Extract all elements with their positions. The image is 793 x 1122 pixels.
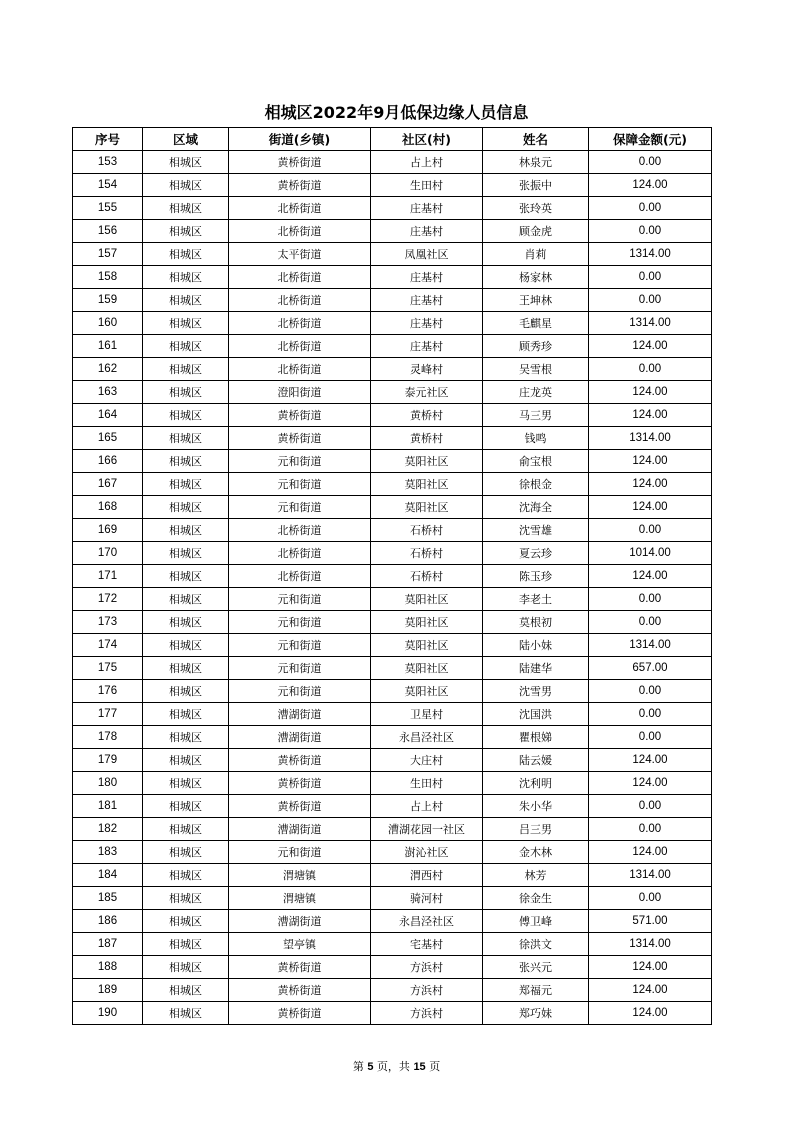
table-row: [73, 657, 712, 680]
table-row: [73, 864, 712, 887]
cell-district: 相城区: [143, 519, 229, 542]
cell-community: 莫阳社区: [371, 657, 483, 680]
cell-amount: 1314.00: [589, 312, 712, 335]
cell-district: 相城区: [143, 910, 229, 933]
cell-community: 庄基村: [371, 220, 483, 243]
table-row: [73, 266, 712, 289]
cell-community: 永昌泾社区: [371, 726, 483, 749]
cell-name: 徐洪文: [483, 933, 589, 956]
cell-index: 162: [73, 358, 143, 381]
cell-community: 黄桥村: [371, 427, 483, 450]
table-row: [73, 197, 712, 220]
cell-amount: 124.00: [589, 841, 712, 864]
table-row: [73, 289, 712, 312]
cell-name: 沈雪雄: [483, 519, 589, 542]
cell-community: 生田村: [371, 174, 483, 197]
cell-amount: 0.00: [589, 680, 712, 703]
cell-index: 158: [73, 266, 143, 289]
cell-community: 莫阳社区: [371, 634, 483, 657]
table-row: [73, 634, 712, 657]
cell-community: 卫星村: [371, 703, 483, 726]
cell-district: 相城区: [143, 404, 229, 427]
cell-amount: 124.00: [589, 772, 712, 795]
cell-street: 北桥街道: [229, 542, 371, 565]
cell-name: 张兴元: [483, 956, 589, 979]
cell-district: 相城区: [143, 588, 229, 611]
cell-community: 石桥村: [371, 519, 483, 542]
table-row: [73, 933, 712, 956]
cell-name: 陆云媛: [483, 749, 589, 772]
cell-name: 林泉元: [483, 151, 589, 174]
cell-name: 俞宝根: [483, 450, 589, 473]
cell-name: 杨家林: [483, 266, 589, 289]
cell-district: 相城区: [143, 979, 229, 1002]
cell-amount: 124.00: [589, 1002, 712, 1025]
header-row: [73, 128, 712, 151]
cell-name: 沈雪男: [483, 680, 589, 703]
cell-amount: 1314.00: [589, 427, 712, 450]
cell-index: 186: [73, 910, 143, 933]
cell-index: 170: [73, 542, 143, 565]
cell-community: 方浜村: [371, 979, 483, 1002]
cell-community: 澍沁社区: [371, 841, 483, 864]
table-row: [73, 772, 712, 795]
cell-name: 肖莉: [483, 243, 589, 266]
cell-index: 180: [73, 772, 143, 795]
footer-suffix: 页: [429, 1060, 441, 1073]
table-row: [73, 519, 712, 542]
cell-community: 生田村: [371, 772, 483, 795]
table-row: [73, 335, 712, 358]
cell-community: 漕湖花园一社区: [371, 818, 483, 841]
page-title: 相城区2022年9月低保边缘人员信息: [264, 103, 529, 122]
cell-street: 漕湖街道: [229, 703, 371, 726]
cell-name: 钱鸣: [483, 427, 589, 450]
cell-community: 莫阳社区: [371, 450, 483, 473]
cell-street: 黄桥街道: [229, 772, 371, 795]
cell-street: 元和街道: [229, 496, 371, 519]
cell-amount: 0.00: [589, 266, 712, 289]
cell-district: 相城区: [143, 933, 229, 956]
cell-district: 相城区: [143, 772, 229, 795]
cell-community: 永昌泾社区: [371, 910, 483, 933]
cell-street: 元和街道: [229, 680, 371, 703]
cell-index: 172: [73, 588, 143, 611]
cell-amount: 0.00: [589, 588, 712, 611]
cell-community: 渭西村: [371, 864, 483, 887]
cell-street: 黄桥街道: [229, 979, 371, 1002]
footer-prefix: 第: [352, 1060, 364, 1073]
cell-index: 190: [73, 1002, 143, 1025]
cell-district: 相城区: [143, 197, 229, 220]
header-amount: 保障金额(元): [589, 128, 712, 151]
cell-community: 石桥村: [371, 542, 483, 565]
cell-amount: 0.00: [589, 220, 712, 243]
cell-index: 185: [73, 887, 143, 910]
cell-district: 相城区: [143, 1002, 229, 1025]
cell-amount: 124.00: [589, 473, 712, 496]
cell-district: 相城区: [143, 634, 229, 657]
table-row: [73, 450, 712, 473]
cell-community: 莫阳社区: [371, 496, 483, 519]
cell-name: 王坤林: [483, 289, 589, 312]
cell-name: 张振中: [483, 174, 589, 197]
table-row: [73, 243, 712, 266]
cell-index: 154: [73, 174, 143, 197]
table-row: [73, 381, 712, 404]
table-row: [73, 956, 712, 979]
cell-index: 166: [73, 450, 143, 473]
table-row: [73, 703, 712, 726]
table-row: [73, 1002, 712, 1025]
table-row: [73, 726, 712, 749]
cell-amount: 124.00: [589, 749, 712, 772]
cell-amount: 0.00: [589, 289, 712, 312]
footer-page-number: 5: [367, 1061, 374, 1073]
cell-amount: 1314.00: [589, 243, 712, 266]
cell-district: 相城区: [143, 450, 229, 473]
cell-index: 156: [73, 220, 143, 243]
table-row: [73, 749, 712, 772]
cell-community: 莫阳社区: [371, 473, 483, 496]
cell-community: 骑河村: [371, 887, 483, 910]
table-row: [73, 220, 712, 243]
cell-street: 元和街道: [229, 611, 371, 634]
cell-name: 李老土: [483, 588, 589, 611]
cell-amount: 1314.00: [589, 933, 712, 956]
cell-street: 漕湖街道: [229, 726, 371, 749]
cell-index: 155: [73, 197, 143, 220]
cell-index: 171: [73, 565, 143, 588]
cell-street: 澄阳街道: [229, 381, 371, 404]
cell-name: 朱小华: [483, 795, 589, 818]
cell-street: 北桥街道: [229, 565, 371, 588]
data-table: [72, 127, 712, 1025]
cell-street: 黄桥街道: [229, 956, 371, 979]
cell-community: 凤凰社区: [371, 243, 483, 266]
cell-community: 莫阳社区: [371, 680, 483, 703]
cell-district: 相城区: [143, 726, 229, 749]
cell-amount: 0.00: [589, 358, 712, 381]
cell-district: 相城区: [143, 289, 229, 312]
cell-street: 黄桥街道: [229, 151, 371, 174]
cell-index: 183: [73, 841, 143, 864]
cell-street: 黄桥街道: [229, 404, 371, 427]
cell-index: 160: [73, 312, 143, 335]
cell-index: 184: [73, 864, 143, 887]
cell-district: 相城区: [143, 381, 229, 404]
cell-community: 莫阳社区: [371, 611, 483, 634]
cell-name: 林芳: [483, 864, 589, 887]
cell-amount: 1014.00: [589, 542, 712, 565]
cell-street: 北桥街道: [229, 266, 371, 289]
cell-index: 189: [73, 979, 143, 1002]
cell-district: 相城区: [143, 887, 229, 910]
cell-index: 178: [73, 726, 143, 749]
cell-district: 相城区: [143, 496, 229, 519]
cell-district: 相城区: [143, 657, 229, 680]
table-row: [73, 565, 712, 588]
cell-community: 占上村: [371, 151, 483, 174]
cell-name: 夏云珍: [483, 542, 589, 565]
cell-street: 渭塘镇: [229, 887, 371, 910]
cell-name: 莫根初: [483, 611, 589, 634]
cell-district: 相城区: [143, 749, 229, 772]
cell-name: 郑巧妹: [483, 1002, 589, 1025]
cell-index: 179: [73, 749, 143, 772]
cell-amount: 0.00: [589, 519, 712, 542]
cell-community: 大庄村: [371, 749, 483, 772]
cell-name: 傅卫峰: [483, 910, 589, 933]
cell-amount: 571.00: [589, 910, 712, 933]
cell-street: 北桥街道: [229, 312, 371, 335]
cell-name: 陆小妹: [483, 634, 589, 657]
table-row: [73, 795, 712, 818]
table-row: [73, 473, 712, 496]
cell-street: 黄桥街道: [229, 174, 371, 197]
table-body: [73, 151, 712, 1025]
cell-amount: 124.00: [589, 450, 712, 473]
cell-index: 182: [73, 818, 143, 841]
cell-index: 167: [73, 473, 143, 496]
cell-amount: 0.00: [589, 611, 712, 634]
cell-district: 相城区: [143, 864, 229, 887]
cell-name: 沈利明: [483, 772, 589, 795]
cell-name: 郑福元: [483, 979, 589, 1002]
cell-community: 庄基村: [371, 312, 483, 335]
table-row: [73, 910, 712, 933]
cell-community: 宅基村: [371, 933, 483, 956]
cell-street: 黄桥街道: [229, 1002, 371, 1025]
cell-district: 相城区: [143, 335, 229, 358]
cell-index: 175: [73, 657, 143, 680]
cell-index: 181: [73, 795, 143, 818]
cell-district: 相城区: [143, 611, 229, 634]
table-row: [73, 496, 712, 519]
cell-street: 太平街道: [229, 243, 371, 266]
cell-index: 188: [73, 956, 143, 979]
cell-amount: 0.00: [589, 151, 712, 174]
cell-street: 元和街道: [229, 841, 371, 864]
cell-index: 164: [73, 404, 143, 427]
cell-street: 北桥街道: [229, 220, 371, 243]
cell-index: 165: [73, 427, 143, 450]
cell-name: 毛麒星: [483, 312, 589, 335]
cell-district: 相城区: [143, 266, 229, 289]
cell-amount: 1314.00: [589, 864, 712, 887]
cell-index: 174: [73, 634, 143, 657]
cell-street: 元和街道: [229, 450, 371, 473]
cell-street: 黄桥街道: [229, 749, 371, 772]
cell-name: 沈海全: [483, 496, 589, 519]
header-community: 社区(村): [371, 128, 483, 151]
cell-district: 相城区: [143, 795, 229, 818]
cell-name: 张玲英: [483, 197, 589, 220]
cell-street: 漕湖街道: [229, 910, 371, 933]
cell-street: 元和街道: [229, 657, 371, 680]
cell-street: 北桥街道: [229, 197, 371, 220]
cell-amount: 0.00: [589, 818, 712, 841]
table-row: [73, 611, 712, 634]
cell-district: 相城区: [143, 542, 229, 565]
cell-district: 相城区: [143, 565, 229, 588]
cell-name: 吕三男: [483, 818, 589, 841]
cell-index: 159: [73, 289, 143, 312]
cell-index: 163: [73, 381, 143, 404]
cell-name: 顾秀珍: [483, 335, 589, 358]
cell-community: 占上村: [371, 795, 483, 818]
cell-street: 渭塘镇: [229, 864, 371, 887]
cell-index: 153: [73, 151, 143, 174]
cell-index: 161: [73, 335, 143, 358]
cell-amount: 0.00: [589, 795, 712, 818]
cell-amount: 124.00: [589, 565, 712, 588]
cell-name: 金木林: [483, 841, 589, 864]
cell-district: 相城区: [143, 174, 229, 197]
footer-middle: 页，共: [376, 1060, 410, 1073]
table-header: [73, 128, 712, 151]
cell-community: 泰元社区: [371, 381, 483, 404]
cell-name: 马三男: [483, 404, 589, 427]
cell-district: 相城区: [143, 818, 229, 841]
cell-community: 莫阳社区: [371, 588, 483, 611]
table-row: [73, 542, 712, 565]
cell-district: 相城区: [143, 220, 229, 243]
cell-amount: 124.00: [589, 496, 712, 519]
cell-street: 黄桥街道: [229, 795, 371, 818]
cell-community: 庄基村: [371, 266, 483, 289]
cell-index: 173: [73, 611, 143, 634]
header-index: 序号: [73, 128, 143, 151]
table-row: [73, 427, 712, 450]
cell-amount: 124.00: [589, 979, 712, 1002]
table-row: [73, 979, 712, 1002]
cell-name: 沈国洪: [483, 703, 589, 726]
cell-street: 北桥街道: [229, 519, 371, 542]
cell-name: 徐根金: [483, 473, 589, 496]
table-row: [73, 818, 712, 841]
cell-name: 顾金虎: [483, 220, 589, 243]
cell-street: 北桥街道: [229, 335, 371, 358]
cell-street: 漕湖街道: [229, 818, 371, 841]
page-footer: [0, 1058, 793, 1074]
cell-index: 177: [73, 703, 143, 726]
cell-amount: 1314.00: [589, 634, 712, 657]
cell-district: 相城区: [143, 358, 229, 381]
cell-district: 相城区: [143, 841, 229, 864]
table-row: [73, 588, 712, 611]
cell-community: 石桥村: [371, 565, 483, 588]
cell-street: 黄桥街道: [229, 427, 371, 450]
cell-index: 187: [73, 933, 143, 956]
cell-street: 北桥街道: [229, 358, 371, 381]
table-row: [73, 841, 712, 864]
cell-community: 庄基村: [371, 289, 483, 312]
cell-amount: 124.00: [589, 335, 712, 358]
cell-index: 176: [73, 680, 143, 703]
cell-district: 相城区: [143, 151, 229, 174]
cell-amount: 124.00: [589, 956, 712, 979]
cell-district: 相城区: [143, 243, 229, 266]
table-row: [73, 887, 712, 910]
table-row: [73, 151, 712, 174]
footer-total-pages: 15: [413, 1061, 426, 1073]
cell-index: 168: [73, 496, 143, 519]
cell-street: 元和街道: [229, 588, 371, 611]
cell-amount: 124.00: [589, 381, 712, 404]
cell-community: 灵峰村: [371, 358, 483, 381]
cell-name: 陈玉珍: [483, 565, 589, 588]
header-name: 姓名: [483, 128, 589, 151]
cell-amount: 0.00: [589, 887, 712, 910]
cell-street: 望亭镇: [229, 933, 371, 956]
cell-amount: 0.00: [589, 197, 712, 220]
table-row: [73, 680, 712, 703]
cell-name: 陆建华: [483, 657, 589, 680]
cell-street: 北桥街道: [229, 289, 371, 312]
cell-name: 瞿根娣: [483, 726, 589, 749]
cell-name: 徐金生: [483, 887, 589, 910]
cell-amount: 124.00: [589, 404, 712, 427]
cell-name: 庄龙英: [483, 381, 589, 404]
cell-community: 方浜村: [371, 956, 483, 979]
table-row: [73, 312, 712, 335]
cell-amount: 124.00: [589, 174, 712, 197]
cell-district: 相城区: [143, 473, 229, 496]
cell-community: 黄桥村: [371, 404, 483, 427]
table-row: [73, 404, 712, 427]
cell-index: 169: [73, 519, 143, 542]
cell-index: 157: [73, 243, 143, 266]
cell-name: 吴雪根: [483, 358, 589, 381]
cell-district: 相城区: [143, 703, 229, 726]
header-street: 街道(乡镇): [229, 128, 371, 151]
cell-district: 相城区: [143, 312, 229, 335]
cell-community: 庄基村: [371, 335, 483, 358]
cell-amount: 657.00: [589, 657, 712, 680]
table-row: [73, 358, 712, 381]
cell-amount: 0.00: [589, 726, 712, 749]
cell-district: 相城区: [143, 956, 229, 979]
cell-amount: 0.00: [589, 703, 712, 726]
table-row: [73, 174, 712, 197]
header-district: 区域: [143, 128, 229, 151]
cell-community: 方浜村: [371, 1002, 483, 1025]
cell-street: 元和街道: [229, 634, 371, 657]
cell-district: 相城区: [143, 427, 229, 450]
cell-community: 庄基村: [371, 197, 483, 220]
cell-street: 元和街道: [229, 473, 371, 496]
cell-district: 相城区: [143, 680, 229, 703]
